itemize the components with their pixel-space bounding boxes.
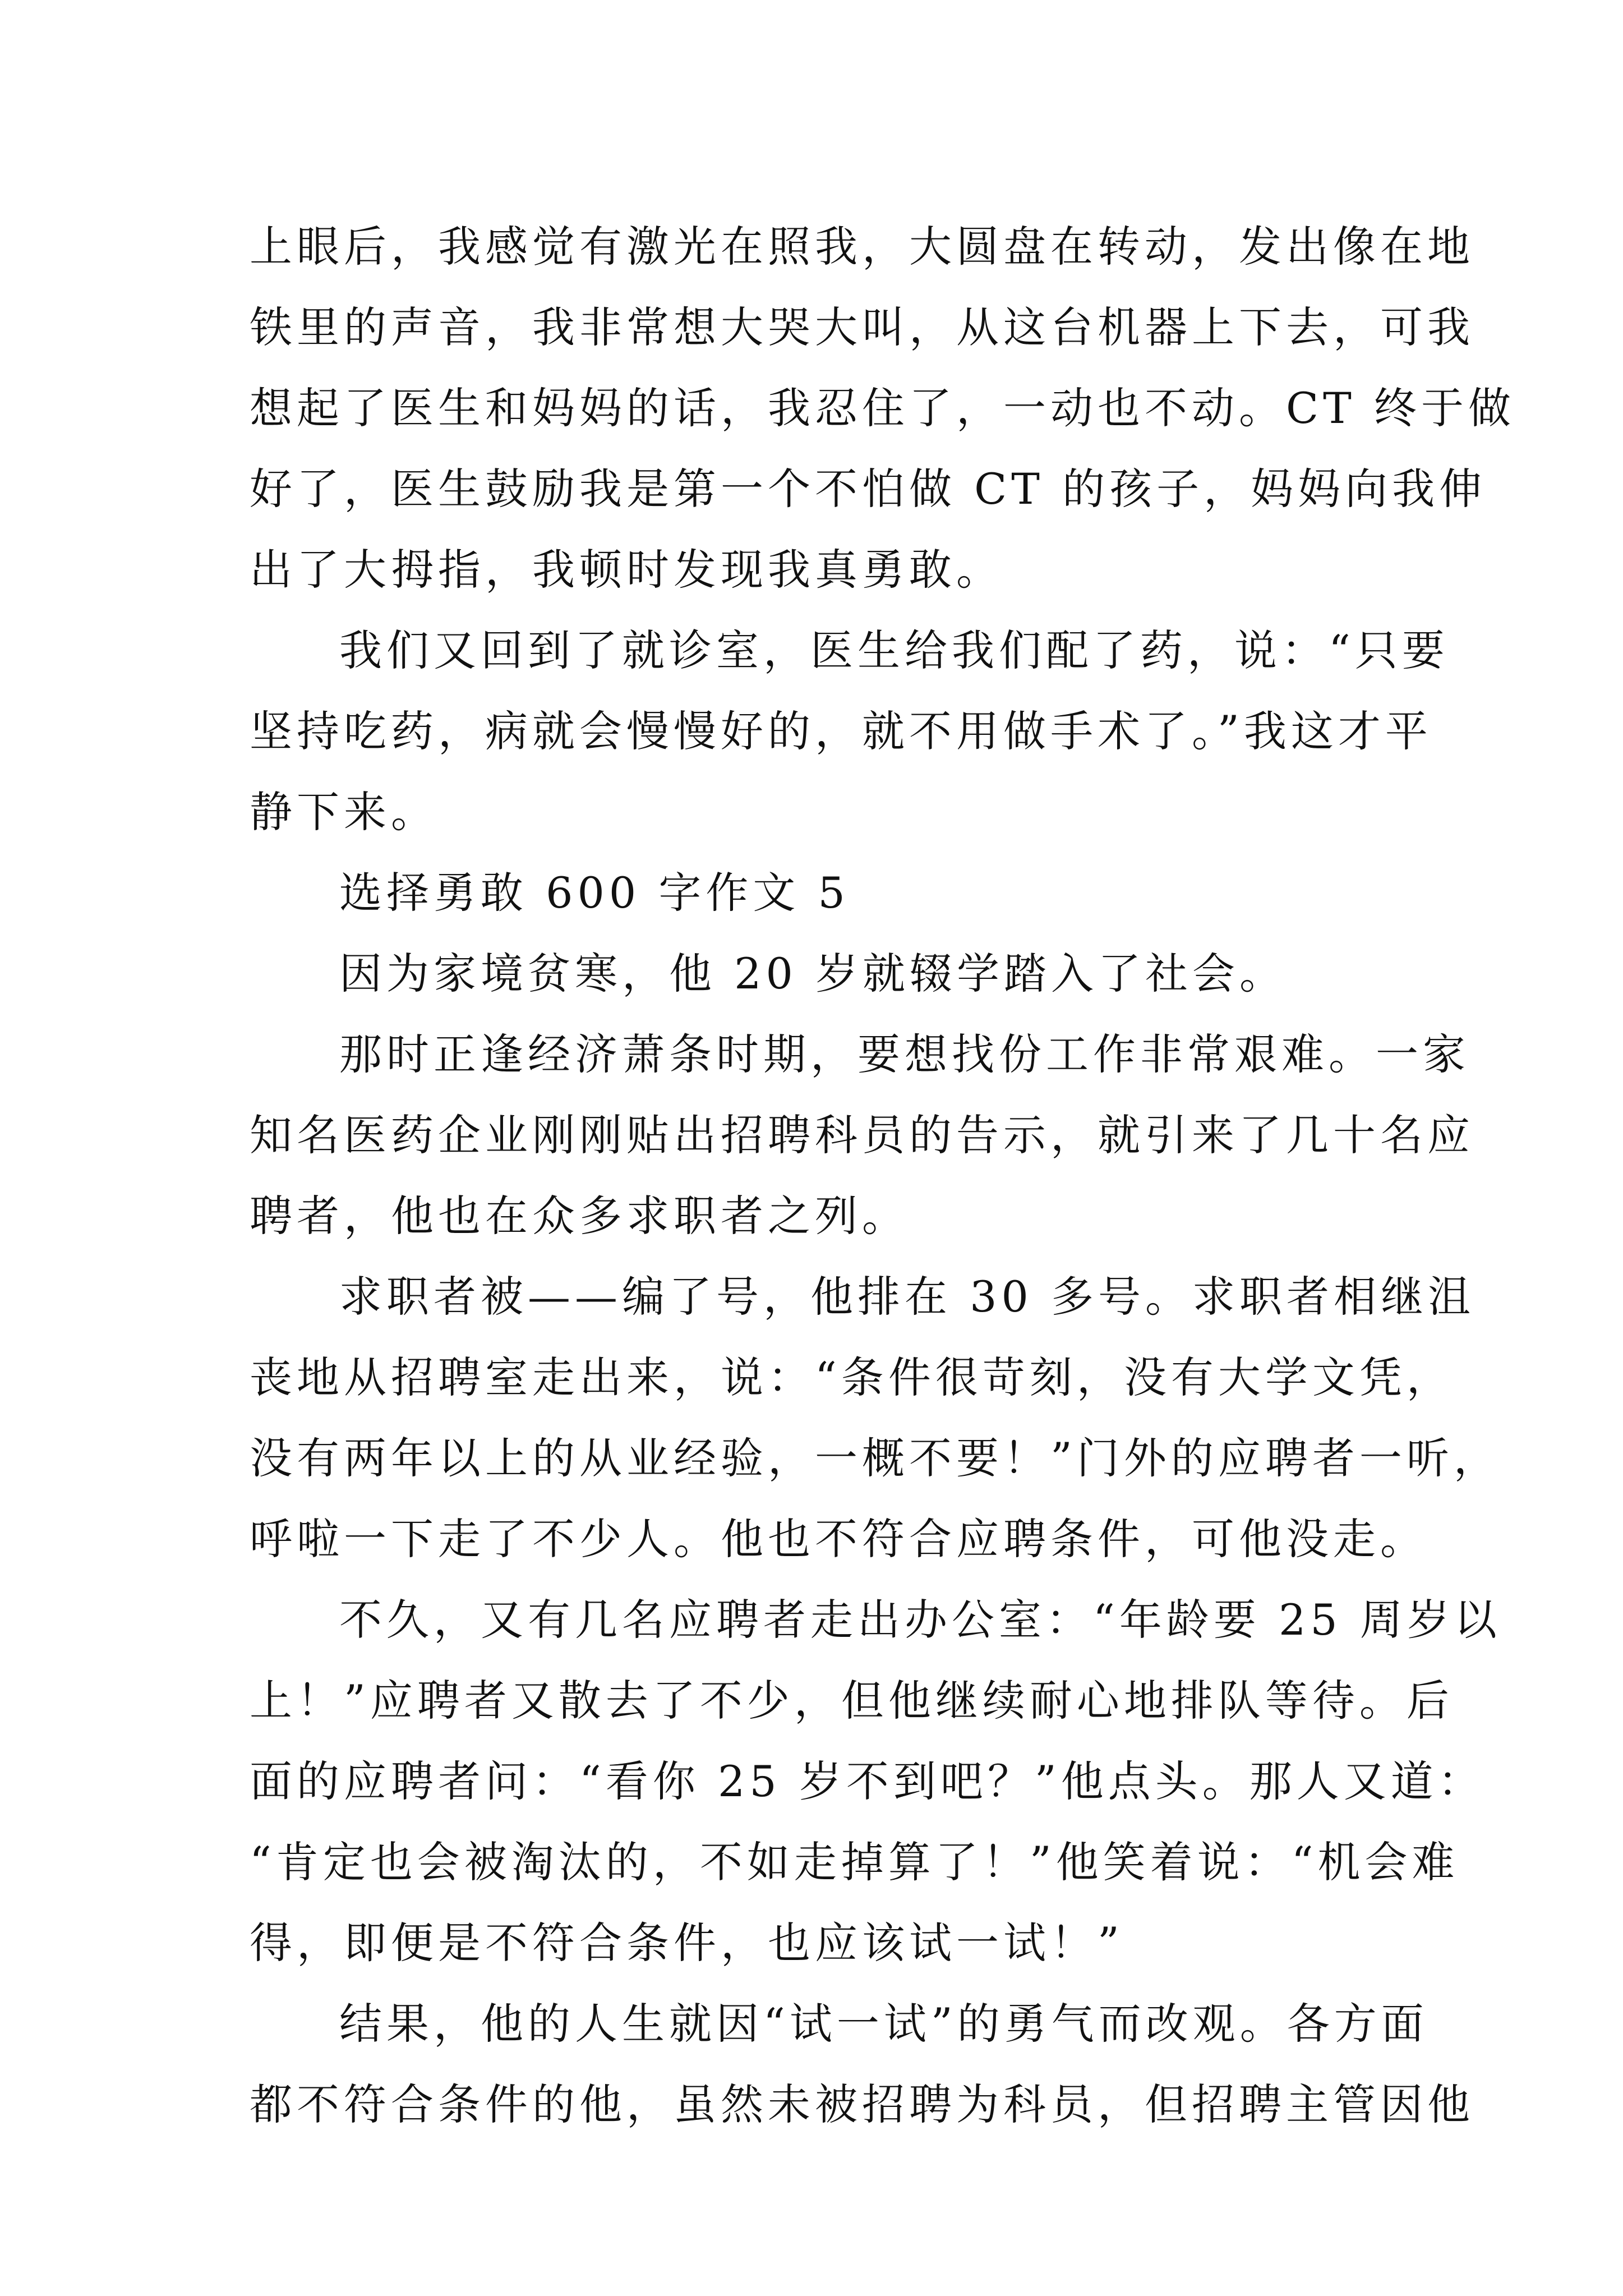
text-line: 那时正逢经济萧条时期，要想找份工作非常艰难。一家 xyxy=(339,1029,1470,1079)
text-line: 没有两年以上的从业经验，一概不要！”门外的应聘者一听， xyxy=(250,1433,1501,1483)
text-line: 好了，医生鼓励我是第一个不怕做 CT 的孩子，妈妈向我伸 xyxy=(250,464,1487,514)
text-line: 丧地从招聘室走出来，说：“条件很苛刻，没有大学文凭， xyxy=(250,1352,1454,1402)
text-line: 都不符合条件的他，虽然未被招聘为科员，但招聘主管因他 xyxy=(250,2079,1474,2129)
text-line: 聘者，他也在众多求职者之列。 xyxy=(250,1191,909,1241)
text-line: 静下来。 xyxy=(250,787,438,837)
text-line: 铁里的声音，我非常想大哭大叫，从这台机器上下去，可我 xyxy=(250,302,1474,352)
section-heading: 选择勇敢 600 字作文 5 xyxy=(339,868,850,918)
text-line: 我们又回到了就诊室，医生给我们配了药，说：“只要 xyxy=(339,625,1449,675)
text-line: 因为家境贫寒，他 20 岁就辍学踏入了社会。 xyxy=(339,949,1287,999)
text-line: 呼啦一下走了不少人。他也不符合应聘条件，可他没走。 xyxy=(250,1514,1427,1564)
text-line: 求职者被——编了号，他排在 30 多号。求职者相继沮 xyxy=(339,1272,1476,1322)
text-line: 得，即便是不符合条件，也应该试一试！” xyxy=(250,1918,1124,1968)
text-line: “肯定也会被淘汰的，不如走掉算了！”他笑着说：“机会难 xyxy=(250,1837,1459,1887)
text-line: 面的应聘者问：“看你 25 岁不到吧？”他点头。那人又道： xyxy=(250,1756,1485,1806)
text-line: 知名医药企业刚刚贴出招聘科员的告示，就引来了几十名应 xyxy=(250,1110,1474,1160)
text-line: 上！”应聘者又散去了不少，但他继续耐心地排队等待。后 xyxy=(250,1676,1454,1726)
text-line: 出了大拇指，我顿时发现我真勇敢。 xyxy=(250,545,1003,595)
text-line: 结果，他的人生就因“试一试”的勇气而改观。各方面 xyxy=(339,1999,1428,2049)
text-line: 想起了医生和妈妈的话，我忍住了，一动也不动。CT 终于做 xyxy=(250,383,1515,433)
text-line: 坚持吃药，病就会慢慢好的，就不用做手术了。”我这才平 xyxy=(250,706,1432,756)
text-line: 不久，又有几名应聘者走出办公室：“年龄要 25 周岁以 xyxy=(339,1595,1501,1645)
text-line: 上眼后，我感觉有激光在照我，大圆盘在转动，发出像在地 xyxy=(250,222,1474,272)
